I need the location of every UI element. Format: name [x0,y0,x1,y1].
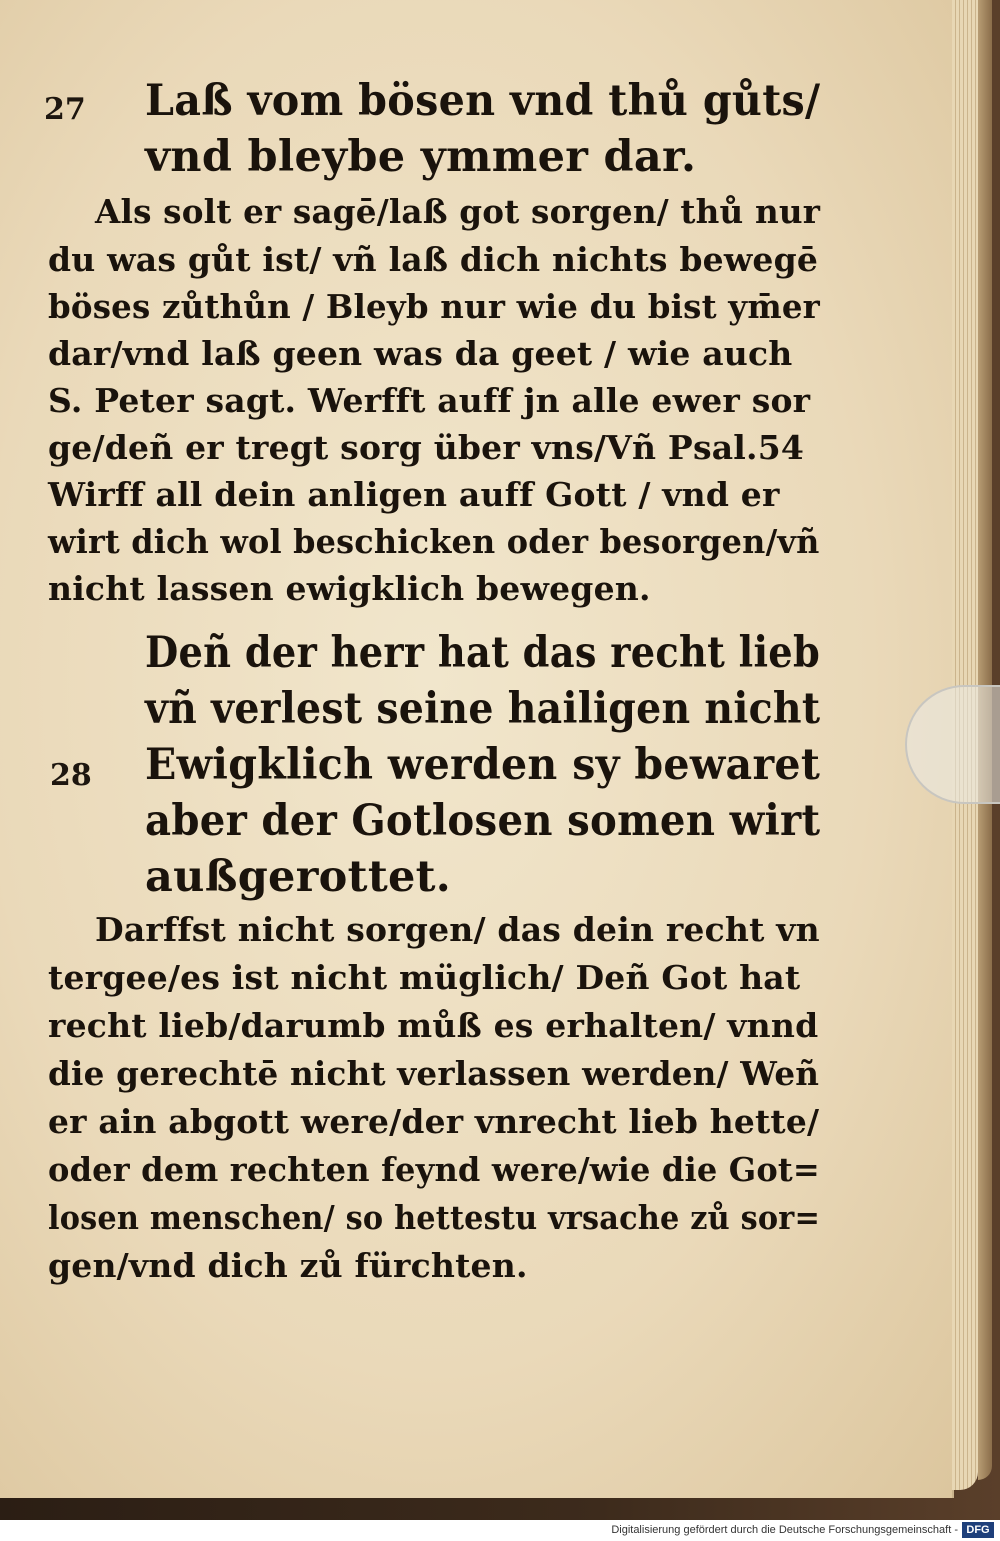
commentary-1-line-4: dar/vnd laß geen was da geet / wie auch [48,334,793,373]
verse-28-line-5: außgerottet. [145,852,452,902]
commentary-2-line-4: die gerechtē nicht verlassen werden/ Weñ [48,1054,820,1093]
verse-28-line-1: Deñ der herr hat das recht lieb [145,628,821,678]
commentary-1-line-6: ge/deñ er tregt sorg über vns/Vñ Psal.54 [48,428,805,467]
commentary-2-line-7: losen menschen/ so hettestu vrsache zů sor= [48,1198,821,1237]
verse-27-line-1: Laß vom bösen vnd thů gůts/ [145,76,821,126]
verse-28-line-4: aber der Gotlosen somen wirt [145,796,821,846]
verse-number-27: 27 [44,92,86,127]
verse-27-line-2: vnd bleybe ymmer dar. [145,132,697,182]
verse-number-28: 28 [50,758,92,793]
commentary-1-line-3: böses zůthůn / Bleyb nur wie du bist ym̄er [48,287,820,326]
commentary-1-line-7: Wirff all dein anligen auff Gott / vnd er [48,475,780,514]
commentary-2-line-2: tergee/es ist nicht müglich/ Deñ Got hat [48,958,801,997]
commentary-2-line-8: gen/vnd dich zů fürchten. [48,1246,528,1285]
commentary-1-line-1: Als solt er sagē/laß got sorgen/ thů nur [95,192,821,231]
commentary-1-line-8: wirt dich wol beschicken oder besorgen/vñ [48,522,820,561]
dfg-logo[interactable]: DFG [962,1522,994,1538]
commentary-2-line-1: Darffst nicht sorgen/ das dein recht vn [95,910,820,949]
verse-28-line-2: vñ verlest seine hailigen nicht [145,684,821,734]
commentary-1-line-5: S. Peter sagt. Werfft auff jn alle ewer sor [48,381,811,420]
commentary-1-line-9: nicht lassen ewigklich bewegen. [48,569,651,608]
commentary-2-line-6: oder dem rechten feynd were/wie die Got= [48,1150,820,1189]
commentary-2-line-3: recht lieb/darumb můß es erhalten/ vnnd [48,1006,819,1045]
commentary-1-line-2: du was gůt ist/ vñ laß dich nichts bewegē [48,240,819,279]
commentary-2-line-5: er ain abgott were/der vnrecht lieb hette/ [48,1102,820,1141]
verse-28-line-3: Ewigklich werden sy bewaret [145,740,821,790]
digitization-credit: Digitalisierung gefördert durch die Deutsche Forschungsgemeinschaft - [611,1524,958,1536]
